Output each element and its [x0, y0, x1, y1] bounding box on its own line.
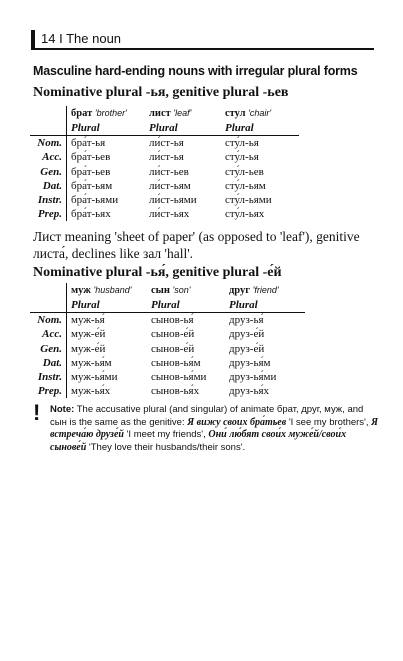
exclamation-icon: ! — [33, 400, 41, 425]
word-cell — [67, 106, 146, 121]
table-row — [30, 384, 305, 398]
case-label: Gen. — [30, 165, 67, 179]
form-cell: сынов-ья́ми — [151, 371, 207, 384]
header-bar-mark — [31, 30, 35, 50]
gloss: 'leaf' — [173, 108, 192, 118]
plural-label: Plural — [225, 298, 305, 313]
header-rule — [31, 48, 374, 50]
form-cell: ли́ст-ья — [149, 151, 184, 164]
form-cell: ли́ст-ья — [149, 137, 184, 150]
table-row — [30, 179, 299, 193]
example-ru: Они́ лю́бят свои́х — [208, 429, 289, 440]
gloss: 'son' — [172, 285, 191, 295]
header-separator: I — [59, 31, 63, 46]
form-cell: муж-е́й — [71, 328, 106, 341]
word-cell — [147, 283, 225, 298]
table-row — [30, 193, 299, 207]
body-paragraph: Лист meaning 'sheet of paper' (as opposed to 'leaf'), genitive листа́, declines like зал 'hall'. — [33, 229, 360, 261]
case-label: Dat. — [30, 356, 67, 370]
form-cell: сынов-ья́х — [151, 385, 200, 398]
headword: муж — [71, 285, 91, 296]
gloss: 'brother' — [94, 108, 127, 118]
form-cell: сту́л-ья — [225, 137, 259, 150]
example-en: 'I see my brothers', — [286, 416, 372, 428]
form-cell: бра́т-ьям — [71, 179, 113, 192]
corner-cell — [30, 283, 67, 298]
table2-subtitle: Nominative plural -ья́, genitive plural -е́й — [33, 265, 282, 280]
word-cell — [67, 283, 148, 298]
table-row — [30, 342, 305, 356]
form-cell: друз-ья́ — [229, 314, 264, 327]
declension-table-2 — [30, 283, 305, 398]
form-cell: ли́ст-ьев — [149, 165, 189, 178]
table-header-words — [30, 106, 299, 121]
headword: брат — [71, 108, 93, 119]
case-label: Prep. — [30, 384, 67, 398]
plural-label: Plural — [221, 121, 299, 136]
note-box — [50, 404, 380, 454]
case-label: Instr. — [30, 370, 67, 384]
form-cell: сту́л-ья — [225, 151, 259, 164]
plural-label: Plural — [147, 298, 225, 313]
table-header-plural — [30, 298, 305, 313]
form-cell: друз-ья́м — [229, 356, 271, 369]
example-en: 'I meet my friends', — [123, 429, 209, 440]
table-row — [30, 370, 305, 384]
form-cell: сту́л-ьям — [225, 179, 266, 192]
gloss: 'chair' — [248, 108, 272, 118]
case-label: Acc. — [30, 327, 67, 341]
example-ru: Я вижу своих — [187, 416, 250, 428]
corner-cell — [30, 298, 67, 313]
gloss: 'friend' — [252, 285, 279, 295]
case-label: Prep. — [30, 207, 67, 221]
form-cell: сынов-ья́м — [151, 356, 201, 369]
table-row — [30, 165, 299, 179]
running-header — [41, 31, 121, 47]
case-label: Gen. — [30, 342, 67, 356]
headword: сын — [151, 285, 170, 296]
form-cell: ли́ст-ьях — [149, 208, 190, 221]
note-label: Note: — [50, 404, 75, 415]
example-en: 'They love their husbands/their sons'. — [86, 441, 246, 453]
table-row — [30, 356, 305, 370]
case-label: Nom. — [30, 136, 67, 151]
table-row — [30, 327, 305, 341]
table-header-plural — [30, 121, 299, 136]
form-cell: бра́т-ьях — [71, 208, 111, 221]
case-label: Instr. — [30, 193, 67, 207]
form-cell: муж-ья́м — [71, 356, 112, 369]
form-cell: сынов-е́й — [151, 342, 195, 355]
form-cell: бра́т-ьями — [71, 194, 119, 207]
form-cell: сту́л-ьями — [225, 194, 272, 207]
word-cell — [145, 106, 221, 121]
table-header-words — [30, 283, 305, 298]
form-cell: муж-ья́ми — [71, 371, 118, 384]
corner-cell — [30, 106, 67, 121]
case-label: Nom. — [30, 313, 67, 328]
plural-label: Plural — [145, 121, 221, 136]
word-cell — [225, 283, 305, 298]
example-ru-emphasis: муже́й/свои́х сынове́й — [50, 429, 347, 453]
note-text: The accusative plural (and singular) of animate брат, друг, муж, and сын is the same as the genitive: — [50, 404, 364, 428]
example-ru-emphasis: друзе́й — [95, 429, 124, 440]
form-cell: муж-ья́х — [71, 385, 111, 398]
form-cell: друз-е́й — [229, 342, 265, 355]
form-cell: бра́т-ьев — [71, 151, 111, 164]
section-title: Masculine hard-ending nouns with irregular plural forms — [33, 64, 358, 78]
plural-label: Plural — [67, 298, 148, 313]
form-cell: друз-е́й — [229, 328, 265, 341]
declension-table-1 — [30, 106, 299, 221]
form-cell: друз-ья́ми — [229, 371, 277, 384]
gloss: 'husband' — [93, 285, 132, 295]
table-row — [30, 313, 305, 328]
table1-subtitle: Nominative plural -ья, genitive plural -ьев — [33, 85, 289, 100]
page-number: 14 — [41, 31, 56, 46]
example-ru-emphasis: бра́тьев — [249, 416, 287, 428]
headword: стул — [225, 108, 246, 119]
form-cell: ли́ст-ьям — [149, 179, 191, 192]
example-ru: Я встреча́ю — [50, 416, 379, 440]
form-cell: муж-е́й — [71, 342, 106, 355]
form-cell: бра́т-ьев — [71, 165, 111, 178]
case-label: Dat. — [30, 179, 67, 193]
form-cell: друз-ья́х — [229, 385, 270, 398]
table-row — [30, 207, 299, 221]
form-cell: сту́л-ьев — [225, 165, 264, 178]
corner-cell — [30, 121, 67, 136]
form-cell: муж-ья́ — [71, 314, 105, 327]
word-cell — [221, 106, 299, 121]
form-cell: сынов-е́й — [151, 328, 195, 341]
chapter-title: The noun — [66, 31, 122, 46]
table-row — [30, 150, 299, 164]
case-label: Acc. — [30, 150, 67, 164]
form-cell: ли́ст-ьями — [149, 194, 197, 207]
form-cell: сынов-ья́ — [151, 314, 194, 327]
headword: лист — [149, 108, 171, 119]
form-cell: бра́т-ья — [71, 137, 106, 150]
form-cell: сту́л-ьях — [225, 208, 265, 221]
table-row — [30, 136, 299, 151]
plural-label: Plural — [67, 121, 146, 136]
headword: друг — [229, 285, 251, 296]
